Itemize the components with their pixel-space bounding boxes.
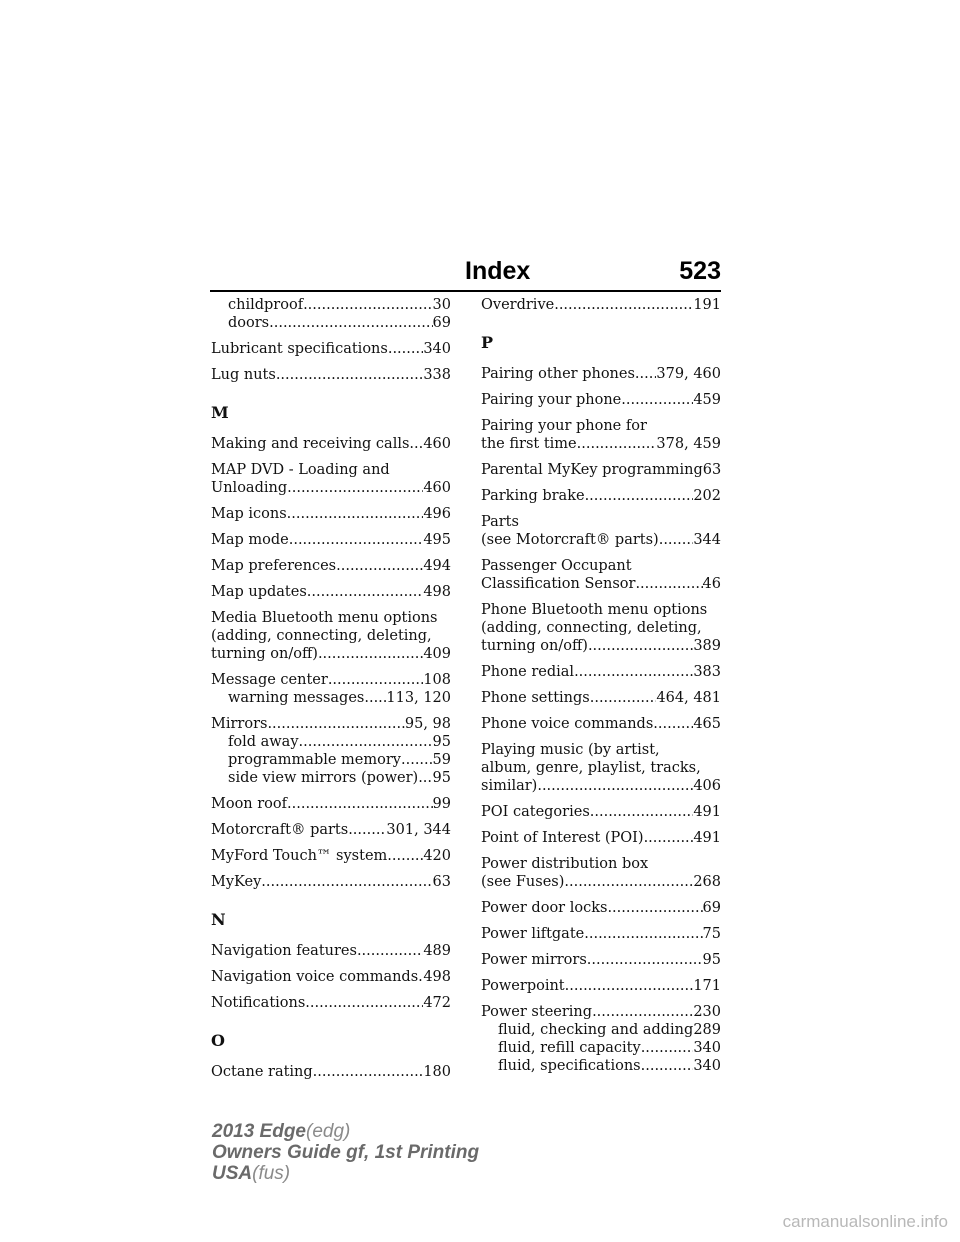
leader-dots [577, 435, 657, 453]
index-term: the first time [481, 436, 577, 452]
index-term: Map icons [211, 506, 287, 522]
index-term: similar) [481, 778, 538, 794]
index-term: Power door locks [481, 900, 608, 916]
index-term: turning on/off) [481, 638, 588, 654]
index-entry-line [481, 1021, 721, 1039]
index-entry [481, 855, 721, 891]
index-entry [211, 942, 451, 960]
leader-dots [574, 663, 693, 681]
index-page-ref: 494 [423, 558, 451, 574]
index-subentry [481, 1039, 721, 1057]
index-entry-line [211, 435, 451, 453]
index-subentry [211, 314, 451, 332]
footer-model: 2013 Edge [212, 1121, 306, 1142]
leader-dots [299, 733, 433, 751]
leader-dots [537, 777, 693, 795]
index-page-ref: 63 [432, 874, 451, 890]
index-term: doors [228, 315, 270, 331]
index-term: Octane rating [211, 1064, 313, 1080]
index-entry-line [481, 803, 721, 821]
index-page-ref: 289 [693, 1022, 721, 1038]
index-entry-line [211, 821, 451, 839]
leader-dots [328, 671, 424, 689]
index-page-ref: 460 [423, 480, 451, 496]
leader-dots [607, 899, 702, 917]
index-subentry [211, 689, 451, 707]
index-entry-line [211, 340, 451, 358]
leader-dots [287, 479, 423, 497]
index-term: Motorcraft® parts [211, 822, 349, 838]
index-term: side view mirrors (power) [228, 770, 419, 786]
index-term: Navigation features [211, 943, 357, 959]
index-entry-line [481, 925, 721, 943]
index-term: Power mirrors [481, 952, 587, 968]
leader-dots [641, 1057, 694, 1075]
index-entry-line [211, 583, 451, 601]
index-entry-line [211, 479, 451, 497]
index-term: Parking brake [481, 488, 585, 504]
index-term: Power steering [481, 1004, 593, 1020]
index-page-ref: 464, 481 [656, 690, 721, 706]
index-entry [211, 821, 451, 839]
index-entry [211, 366, 451, 384]
index-page-ref: 69 [702, 900, 721, 916]
index-term: childproof [228, 297, 304, 313]
leader-dots [635, 365, 657, 383]
index-entry-line [211, 296, 451, 314]
index-entry-line [481, 663, 721, 681]
index-letter-heading: P [481, 333, 494, 352]
index-entry-line [211, 968, 451, 986]
index-term: fluid, checking and adding [498, 1022, 694, 1038]
index-term-line: Parts [481, 514, 519, 530]
index-page-ref: 489 [423, 943, 451, 959]
index-entry-line [481, 461, 721, 479]
index-term: programmable memory [228, 752, 401, 768]
index-term: Making and receiving calls [211, 436, 410, 452]
leader-dots [635, 575, 702, 593]
index-page-ref: 472 [423, 995, 451, 1011]
index-page-ref: 202 [693, 488, 721, 504]
index-term-line: Phone Bluetooth menu options [481, 602, 708, 618]
index-page-ref: 95, 98 [404, 716, 451, 732]
index-term: Map updates [211, 584, 307, 600]
index-page-ref: 498 [423, 584, 451, 600]
index-term-line: Power distribution box [481, 856, 649, 872]
index-entry-line [481, 1039, 721, 1057]
index-page-ref: 99 [432, 796, 451, 812]
index-term-line: MAP DVD - Loading and [211, 462, 390, 478]
index-entry [481, 951, 721, 969]
leader-dots [307, 583, 424, 601]
index-entry [211, 583, 451, 601]
index-term: Classification Sensor [481, 576, 636, 592]
index-page-ref: 59 [432, 752, 451, 768]
index-letter-heading: O [211, 1031, 225, 1050]
index-entry-line [211, 671, 451, 689]
index-term: fluid, refill capacity [498, 1040, 641, 1056]
leader-dots [641, 1039, 694, 1057]
leader-dots [565, 977, 694, 995]
index-entry [481, 487, 721, 505]
index-entry-line [211, 751, 451, 769]
index-entry-line [481, 1003, 721, 1021]
leader-dots [287, 505, 424, 523]
index-page-ref: 95 [702, 952, 721, 968]
index-term: Point of Interest (POI) [481, 830, 644, 846]
index-page-ref: 409 [423, 646, 451, 662]
index-page-ref: 406 [693, 778, 721, 794]
index-entry [481, 689, 721, 707]
index-entry-line [481, 296, 721, 314]
index-entry-line [211, 505, 451, 523]
index-entry [211, 671, 451, 707]
index-term-line: (adding, connecting, deleting, [481, 620, 702, 636]
index-entry-line [481, 829, 721, 847]
index-entry-line [481, 531, 721, 549]
index-entry [211, 715, 451, 787]
index-page-ref: 108 [423, 672, 451, 688]
index-entry-line [211, 769, 451, 787]
index-page-ref: 344 [693, 532, 721, 548]
index-entry-line [481, 951, 721, 969]
index-page-ref: 465 [693, 716, 721, 732]
index-subentry [481, 1021, 721, 1039]
leader-dots [313, 1063, 424, 1081]
index-entry-line [481, 1057, 721, 1075]
index-entry [211, 531, 451, 549]
index-term: Map mode [211, 532, 289, 548]
index-term: MyFord Touch™ system [211, 848, 388, 864]
index-page-ref: 301, 344 [386, 822, 451, 838]
index-entry [481, 391, 721, 409]
index-entry [481, 513, 721, 549]
index-page-ref: 498 [423, 969, 451, 985]
leader-dots [585, 487, 694, 505]
index-page-ref: 191 [693, 297, 721, 313]
index-term: Pairing your phone [481, 392, 622, 408]
index-term: MyKey [211, 874, 262, 890]
index-entry-line [481, 435, 721, 453]
index-entry [481, 663, 721, 681]
index-term-line: Passenger Occupant [481, 558, 632, 574]
leader-dots [318, 645, 423, 663]
index-entry [211, 968, 451, 986]
index-entry [481, 461, 721, 479]
index-entry [211, 994, 451, 1012]
index-page-ref: 496 [423, 506, 451, 522]
index-entry-line [211, 1063, 451, 1081]
index-entry-line [211, 689, 451, 707]
index-term: fluid, specifications [498, 1058, 641, 1074]
index-term-line: (adding, connecting, deleting, [211, 628, 432, 644]
index-page-ref: 340 [423, 341, 451, 357]
leader-dots [269, 314, 432, 332]
index-term: (see Fuses) [481, 874, 565, 890]
index-entry [481, 557, 721, 593]
index-entry-line [211, 557, 451, 575]
index-term-line: album, genre, playlist, tracks, [481, 760, 701, 776]
index-column-left [211, 296, 451, 1081]
index-entry-line [211, 942, 451, 960]
index-page-ref: 230 [693, 1004, 721, 1020]
index-entry [481, 601, 721, 655]
index-entry-line [211, 994, 451, 1012]
index-page-ref: 491 [693, 830, 721, 846]
page-header [210, 256, 721, 286]
header-rule [210, 290, 721, 292]
index-term: turning on/off) [211, 646, 318, 662]
index-entry-line [211, 531, 451, 549]
index-page-ref: 113, 120 [386, 690, 451, 706]
leader-dots [303, 296, 432, 314]
index-entry [211, 847, 451, 865]
index-page-ref: 171 [693, 978, 721, 994]
index-page-ref: 389 [693, 638, 721, 654]
index-entry [481, 715, 721, 733]
leader-dots [554, 296, 693, 314]
index-entry [481, 417, 721, 453]
leader-dots [336, 557, 423, 575]
index-page-ref: 495 [423, 532, 451, 548]
index-page-ref: 379, 460 [656, 366, 721, 382]
index-term: Phone redial [481, 664, 575, 680]
footer-region: USA [212, 1163, 253, 1184]
index-entry [211, 609, 451, 663]
index-entry [211, 435, 451, 453]
leader-dots [401, 751, 433, 769]
page-number: 523 [679, 257, 721, 285]
index-term: (see Motorcraft® parts) [481, 532, 659, 548]
leader-dots [409, 435, 423, 453]
index-entry-line [481, 391, 721, 409]
index-term: Map preferences [211, 558, 337, 574]
index-term: Power liftgate [481, 926, 585, 942]
index-subentry [211, 751, 451, 769]
section-title: Index [465, 257, 531, 285]
leader-dots [587, 951, 703, 969]
leader-dots [621, 391, 693, 409]
index-entry-line [211, 715, 451, 733]
index-subentry [211, 733, 451, 751]
footer-model-code: (edg) [306, 1121, 351, 1142]
index-entry [481, 829, 721, 847]
index-entry-line [211, 314, 451, 332]
index-entry [211, 873, 451, 891]
leader-dots [267, 715, 404, 733]
index-page-ref: 69 [432, 315, 451, 331]
index-entry [211, 340, 451, 358]
index-entry-line [481, 977, 721, 995]
index-entry [211, 461, 451, 497]
index-entry-line [481, 777, 721, 795]
index-page-ref: 460 [423, 436, 451, 452]
leader-dots [287, 795, 433, 813]
index-entry-line [211, 795, 451, 813]
index-subentry [211, 296, 451, 314]
leader-dots [592, 1003, 693, 1021]
index-term: warning messages [228, 690, 365, 706]
leader-dots [418, 769, 432, 787]
index-page-ref: 491 [693, 804, 721, 820]
index-page-ref: 340 [693, 1058, 721, 1074]
index-page-ref: 338 [423, 367, 451, 383]
index-page-ref: 46 [702, 576, 721, 592]
leader-dots [289, 531, 424, 549]
index-page-ref: 340 [693, 1040, 721, 1056]
index-term: Pairing other phones [481, 366, 635, 382]
index-page-ref: 95 [432, 770, 451, 786]
leader-dots [590, 803, 694, 821]
index-entry-line [481, 365, 721, 383]
index-term: Lug nuts [211, 367, 276, 383]
index-entry-line [211, 847, 451, 865]
index-entry [481, 741, 721, 795]
index-page-ref: 180 [423, 1064, 451, 1080]
index-entry-line [211, 366, 451, 384]
watermark: carmanualsonline.info [782, 1212, 948, 1231]
index-entry-line [481, 575, 721, 593]
index-entry-line [481, 689, 721, 707]
index-subentry [481, 1057, 721, 1075]
leader-dots [659, 531, 694, 549]
index-term: Phone settings [481, 690, 590, 706]
index-entry [211, 505, 451, 523]
index-page-ref: 95 [432, 734, 451, 750]
index-entry [211, 1063, 451, 1081]
index-term: fold away [228, 734, 299, 750]
index-page-ref: 378, 459 [656, 436, 721, 452]
footer-region-code: (fus) [252, 1163, 291, 1184]
index-entry [481, 925, 721, 943]
index-term: Notifications [211, 995, 306, 1011]
index-entry-line [481, 873, 721, 891]
leader-dots [348, 821, 386, 839]
leader-dots [305, 994, 423, 1012]
footer-guide: Owners Guide gf, 1st Printing [212, 1142, 480, 1163]
index-letter-heading: N [211, 910, 226, 929]
index-entry [481, 899, 721, 917]
leader-dots [590, 689, 657, 707]
index-term: Navigation voice commands [211, 969, 419, 985]
index-term: Overdrive [481, 297, 555, 313]
index-page-ref: 30 [432, 297, 451, 313]
index-entry-line [481, 715, 721, 733]
index-term-line: Media Bluetooth menu options [211, 610, 438, 626]
index-page-ref: 420 [423, 848, 451, 864]
leader-dots [261, 873, 432, 891]
index-term: Parental MyKey programming [481, 462, 703, 478]
index-term: POI categories [481, 804, 590, 820]
index-entry [481, 977, 721, 995]
leader-dots [357, 942, 423, 960]
index-term: Unloading [211, 480, 288, 496]
index-entry-line [481, 899, 721, 917]
index-page-ref: 383 [693, 664, 721, 680]
leader-dots [364, 689, 386, 707]
index-term: Mirrors [211, 716, 268, 732]
index-entry-line [211, 645, 451, 663]
index-term: Powerpoint [481, 978, 565, 994]
index-entry-line [481, 487, 721, 505]
document-footer [212, 1121, 479, 1184]
index-entry [211, 795, 451, 813]
leader-dots [388, 340, 423, 358]
index-page-ref: 268 [693, 874, 721, 890]
index-entry [481, 296, 721, 314]
leader-dots [653, 715, 693, 733]
index-entry-line [481, 637, 721, 655]
index-term: Message center [211, 672, 328, 688]
index-term: Phone voice commands [481, 716, 654, 732]
leader-dots [387, 847, 423, 865]
index-page-ref: 63 [702, 462, 722, 478]
index-column-right [481, 296, 721, 1075]
index-entry [481, 1003, 721, 1075]
index-entry-line [211, 873, 451, 891]
leader-dots [644, 829, 694, 847]
leader-dots [584, 925, 702, 943]
index-term: Moon roof [211, 796, 288, 812]
index-term-line: Playing music (by artist, [481, 742, 660, 758]
index-entry [481, 803, 721, 821]
index-subentry [211, 769, 451, 787]
leader-dots [588, 637, 693, 655]
index-entry [481, 365, 721, 383]
index-page-ref: 459 [693, 392, 721, 408]
index-term: Lubricant specifications [211, 341, 388, 357]
leader-dots [564, 873, 693, 891]
index-term-line: Pairing your phone for [481, 418, 647, 434]
index-entry-line [211, 733, 451, 751]
leader-dots [276, 366, 424, 384]
index-page-ref: 75 [702, 926, 721, 942]
index-letter-heading: M [211, 403, 229, 422]
index-entry [211, 557, 451, 575]
